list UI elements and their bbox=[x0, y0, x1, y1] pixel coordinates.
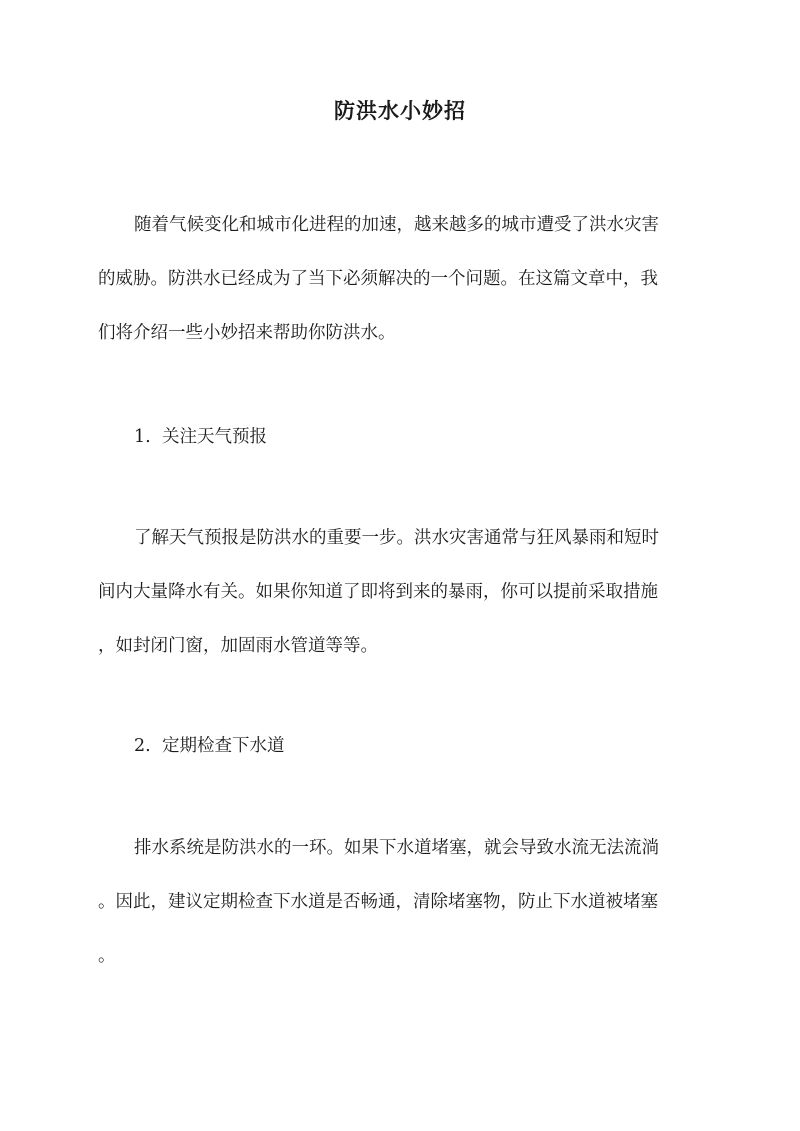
paragraph-line: ，如封闭门窗，加固雨水管道等等。 bbox=[98, 636, 378, 656]
paragraph-line: 排水系统是防洪水的一环。如果下水道堵塞，就会导致水流无法流淌 bbox=[134, 838, 659, 858]
intro-paragraph bbox=[98, 198, 702, 360]
section-number: 2. bbox=[134, 736, 151, 756]
paragraph-line: 。 bbox=[98, 946, 116, 966]
section-heading-text: 定期检查下水道 bbox=[162, 736, 285, 756]
section-heading-1 bbox=[134, 422, 267, 452]
paragraph-line: 了解天气预报是防洪水的重要一步。洪水灾害通常与狂风暴雨和短时 bbox=[134, 528, 659, 548]
section-heading-2 bbox=[134, 731, 285, 761]
section-2-paragraph bbox=[98, 821, 702, 983]
paragraph-line: 的威胁。防洪水已经成为了当下必须解决的一个问题。在这篇文章中，我 bbox=[98, 269, 658, 289]
paragraph-line: 随着气候变化和城市化进程的加速，越来越多的城市遭受了洪水灾害 bbox=[134, 215, 659, 235]
paragraph-line: 们将介绍一些小妙招来帮助你防洪水。 bbox=[98, 323, 396, 343]
document-title: 防洪水小妙招 bbox=[334, 98, 466, 123]
paragraph-line: 。因此，建议定期检查下水道是否畅通，清除堵塞物，防止下水道被堵塞 bbox=[98, 892, 658, 912]
section-number: 1. bbox=[134, 427, 151, 447]
section-heading-text: 关注天气预报 bbox=[162, 427, 267, 447]
section-1-paragraph bbox=[98, 511, 702, 673]
paragraph-line: 间内大量降水有关。如果你知道了即将到来的暴雨，你可以提前采取措施 bbox=[98, 582, 658, 602]
